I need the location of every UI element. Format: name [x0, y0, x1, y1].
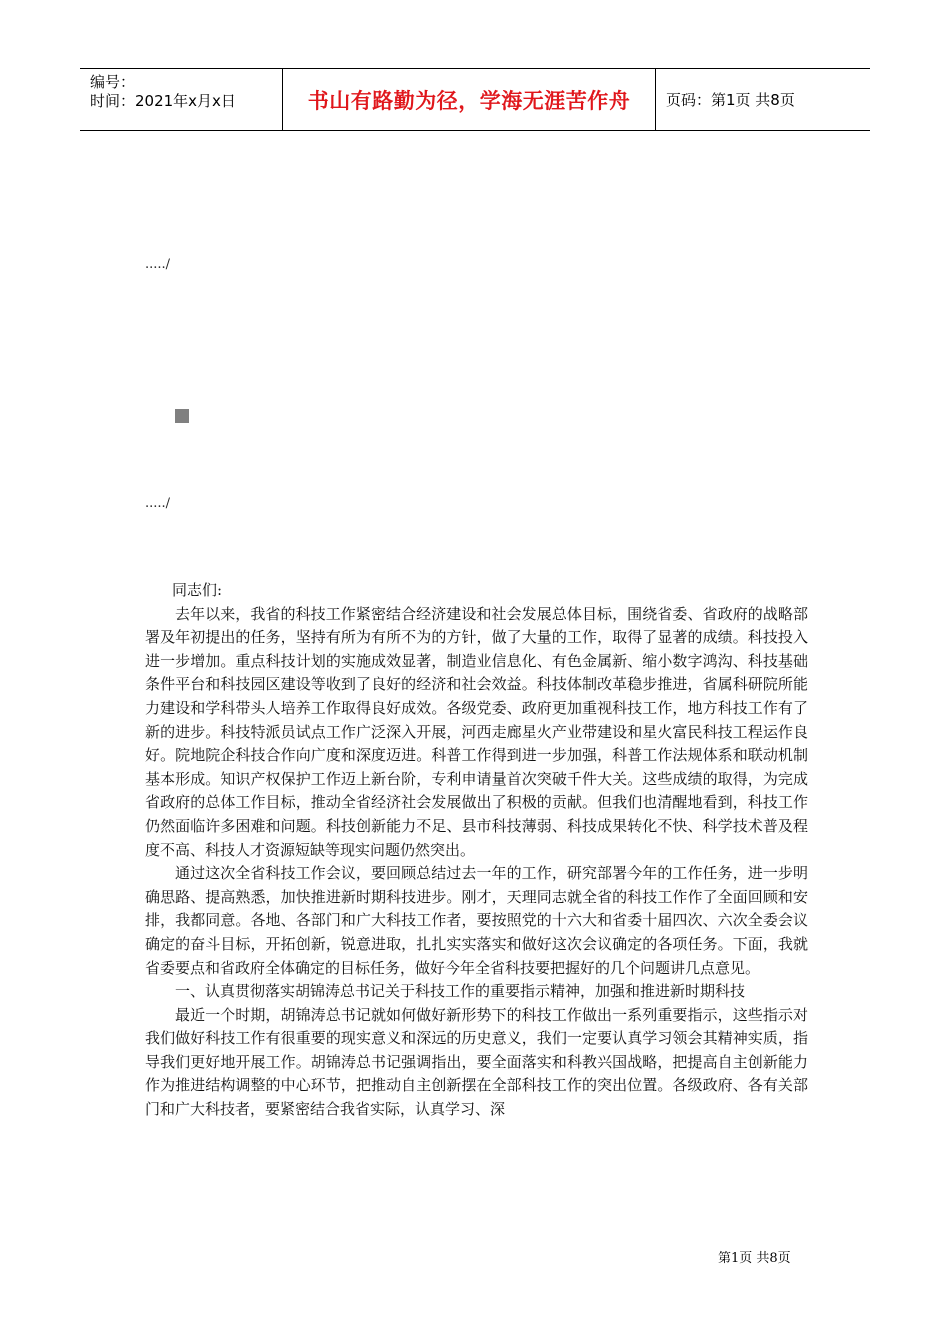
paragraph: 通过这次全省科技工作会议，要回顾总结过去一年的工作，研究部署今年的工作任务，进一步明确思路、提高熟悉，加快推进新时期科技进步。刚才，天理同志就全省的科技工作作了全面回顾和安排，我都同意。各地、各部门和广大科技工作者，要按照党的十六大和省委十届四次、六次全委会议确定的奋斗目标，开拓创新，锐意进取，扎扎实实落实和做好这次会议确定的各项任务。下面，我就省委要点和省政府全体确定的目标任务，做好今年全省科技要把握好的几个问题讲几点意见。 [145, 864, 808, 977]
page-header [80, 68, 870, 131]
image-placeholder-marker-bottom: ...../ [145, 496, 171, 511]
paragraph: 最近一个时期，胡锦涛总书记就如何做好新形势下的科技工作做出一系列重要指示，这些指示对我们做好科技工作有很重要的现实意义和深远的历史意义，我们一定要认真学习领会其精神实质，指导我们更好地开展工作。胡锦涛总书记强调指出，要全面落实和科教兴国战略，把提高自主创新能力作为推进结构调整的中心环节，把推动自主创新摆在全部科技工作的突出位置。各级政府、各有关部门和广大科技者，要紧密结合我省实际，认真学习、深 [145, 1005, 808, 1119]
header-meta [80, 69, 282, 130]
header-page-number: 页码：第1页 共8页 [666, 91, 795, 109]
header-motto: 书山有路勤为径，学海无涯苦作舟 [282, 69, 656, 130]
document-number-label: 编号： [90, 73, 136, 91]
image-placeholder-square [175, 409, 189, 423]
image-placeholder-marker-top: ...../ [145, 257, 171, 272]
section-heading: 一、认真贯彻落实胡锦涛总书记关于科技工作的重要指示精神，加强和推进新时期科技 [175, 982, 746, 1001]
document-time-label: 时间：2021年x月x日 [90, 92, 236, 110]
greeting: 同志们: [172, 581, 223, 599]
page-footer: 第1页 共8页 [718, 1251, 791, 1266]
paragraph: 去年以来，我省的科技工作紧密结合经济建设和社会发展总体目标，围绕省委、省政府的战略部署及年初提出的任务，坚持有所为有所不为的方针，做了大量的工作，取得了显著的成绩。科技投入进一步增加。重点科技计划的实施成效显著，制造业信息化、有色金属新、缩小数字鸿沟、科技基础条件平台和科技园区建设等收到了良好的经济和社会效益。科技体制改革稳步推进，省属科研院所能力建设和学科带头人培养工作取得良好成效。各级党委、政府更加重视科技工作，地方科技工作有了新的进步。科技特派员试点工作广泛深入开展，河西走廊星火产业带建设和星火富民科技工程运作良好。院地院企科技合作向广度和深度迈进。科普工作得到进一步加强，科普工作法规体系和联动机制基本形成。知识产权保护工作迈上新台阶，专利申请量首次突破千件大关。这些成绩的取得，为完成省政府的总体工作目标，推动全省经济社会发展做出了积极的贡献。但我们也清醒地看到，科技工作仍然面临许多困难和问题。科技创新能力不足、县市科技薄弱、科技成果转化不快、科学技术普及程度不高、科技人才资源短缺等现实问题仍然突出。 [145, 604, 808, 859]
speech-body [145, 579, 808, 1122]
